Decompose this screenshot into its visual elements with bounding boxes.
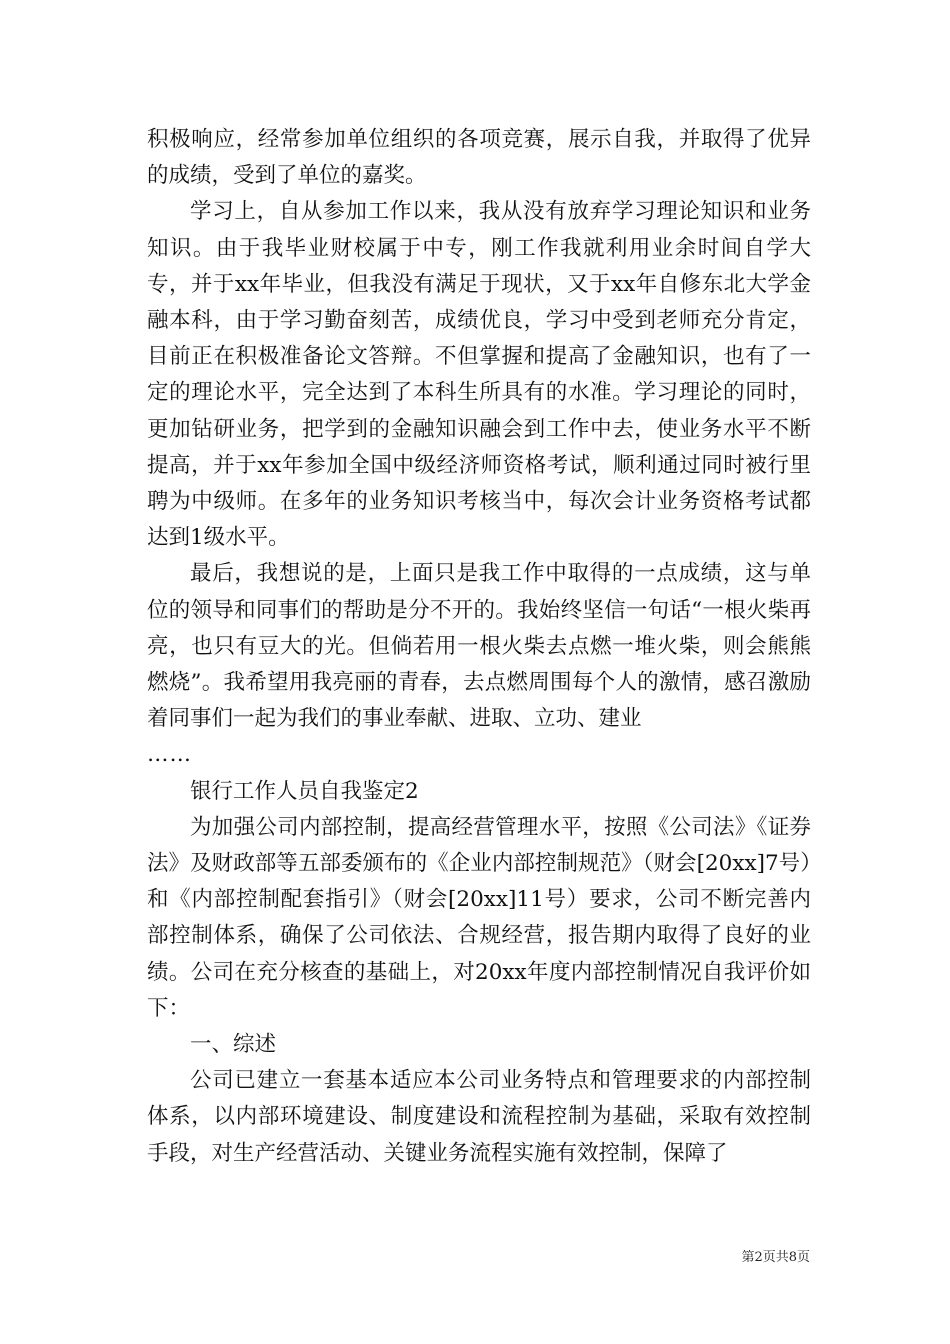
document-title: 银行工作人员自我鉴定2	[190, 778, 419, 804]
document-body	[147, 122, 811, 1172]
paragraph-ellipsis: ……	[147, 742, 192, 768]
paragraph-overview: 公司已建立一套基本适应本公司业务特点和管理要求的内部控制体系，以内部环境建设、制度建设和流程控制为基础，采取有效控制手段，对生产经营活动、关键业务流程实施有效控制，保障了	[147, 1068, 811, 1166]
paragraph-study: 学习上，自从参加工作以来，我从没有放弃学习理论知识和业务知识。由于我毕业财校属于中专，刚工作我就利用业余时间自学大专，并于xx年毕业，但我没有满足于现状，又于xx年自修东北大学金融本科，由于学习勤奋刻苦，成绩优良，学习中受到老师充分肯定，目前正在积极准备论文答辩。不但掌握和提高了金融知识，也有了一定的理论水平，完全达到了本科生所具有的水准。学习理论的同时，更加钻研业务，把学到的金融知识融会到工作中去，使业务水平不断提高，并于xx年参加全国中级经济师资格考试，顺利通过同时被行里聘为中级师。在多年的业务知识考核当中，每次会计业务资格考试都达到1级水平。	[147, 199, 811, 551]
page-number-footer: 第2页共8页	[741, 1250, 810, 1265]
section-heading-overview: 一、综述	[190, 1032, 277, 1058]
paragraph-conclusion: 最后，我想说的是，上面只是我工作中取得的一点成绩，这与单位的领导和同事们的帮助是分不开的。我始终坚信一句话“一根火柴再亮，也只有豆大的光。但倘若用一根火柴去点燃一堆火柴，则会熊熊燃烧”。我希望用我亮丽的青春，去点燃周围每个人的激情，感召激励着同事们一起为我们的事业奉献、进取、立功、建业	[147, 561, 811, 732]
paragraph-continuation: 积极响应，经常参加单位组织的各项竞赛，展示自我，并取得了优异的成绩，受到了单位的嘉奖。	[147, 127, 811, 189]
paragraph-internal-control: 为加强公司内部控制，提高经营管理水平，按照《公司法》《证券法》及财政部等五部委颁布的《企业内部控制规范》（财会[20xx]7号）和《内部控制配套指引》（财会[20xx]11号）要求，公司不断完善内部控制体系，确保了公司依法、合规经营，报告期内取得了良好的业绩。公司在充分核查的基础上，对20xx年度内部控制情况自我评价如下：	[147, 814, 811, 1021]
